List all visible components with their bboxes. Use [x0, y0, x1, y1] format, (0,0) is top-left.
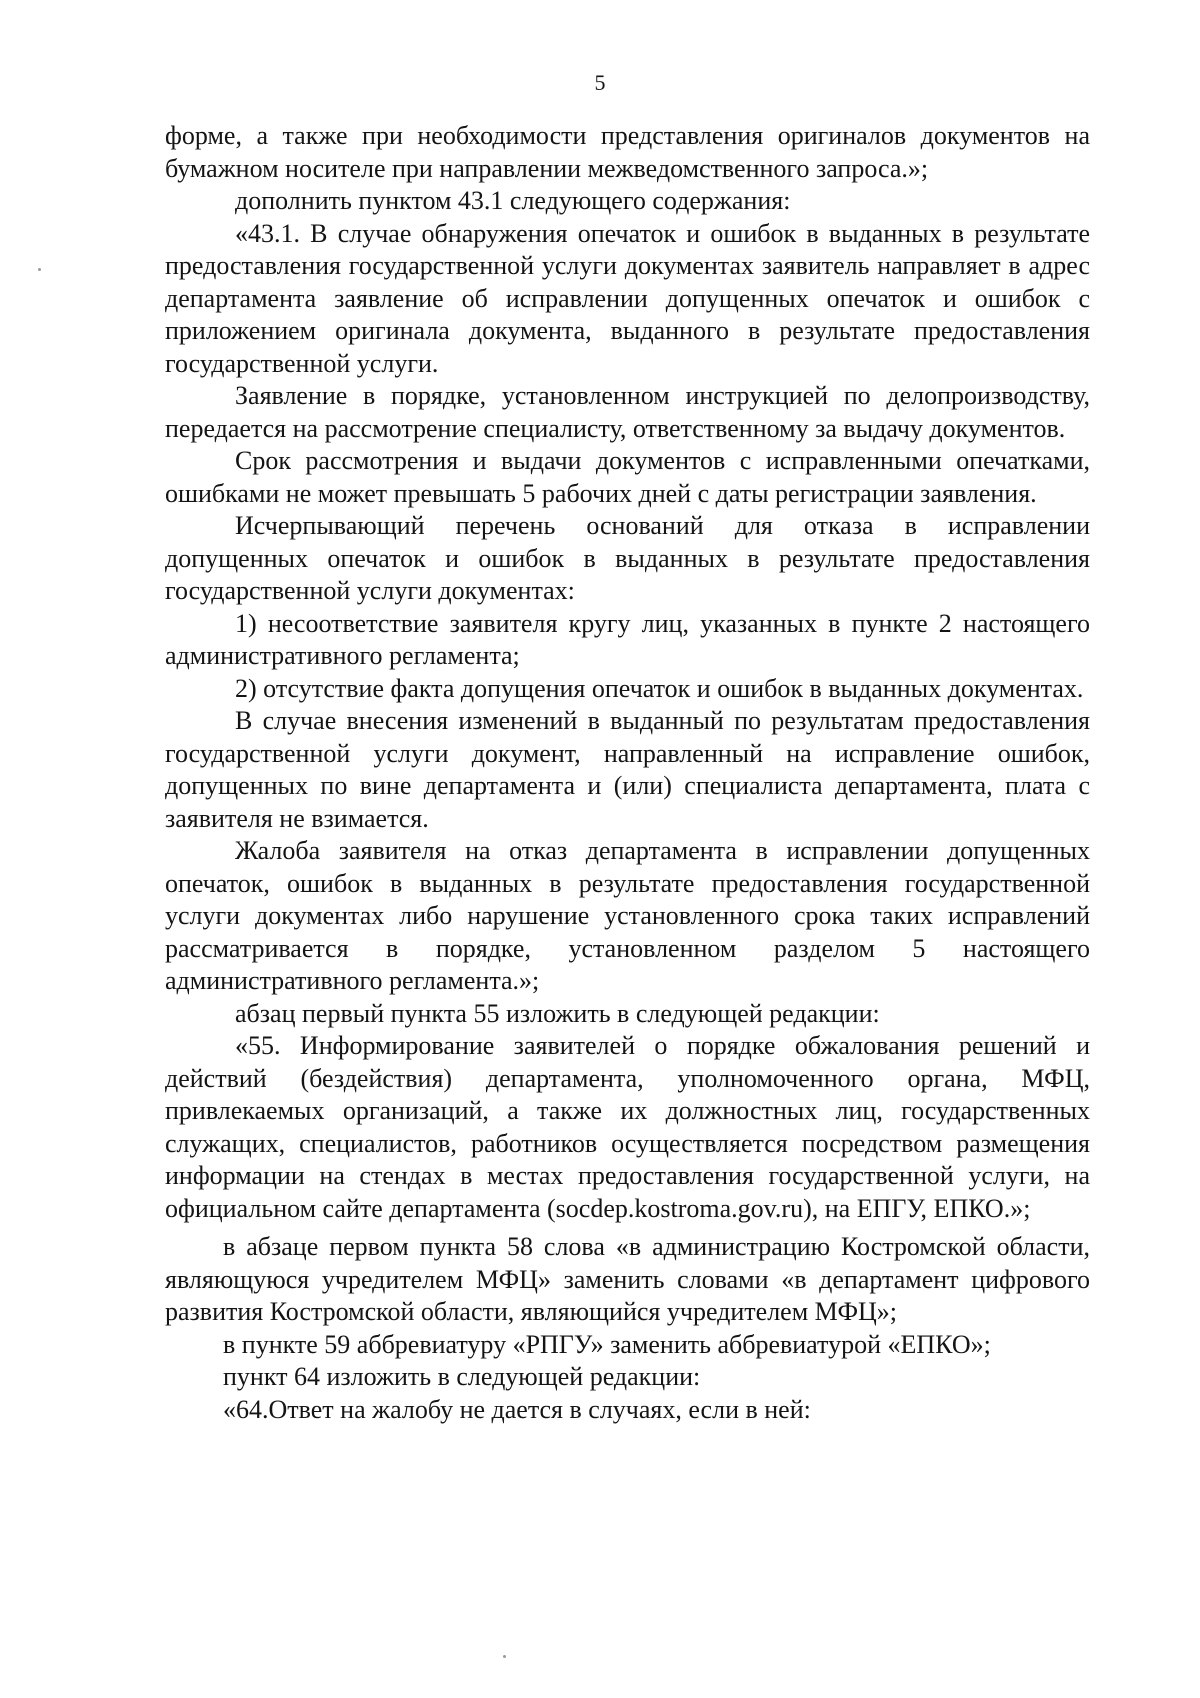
paragraph-review-term: Срок рассмотрения и выдачи документов с исправленными опечатками, ошибками не может превышать 5 рабочих дней с даты регистрации заявления.	[165, 446, 1090, 508]
paragraph-amendment-43-1-intro: дополнить пунктом 43.1 следующего содержания:	[235, 186, 791, 215]
paragraph-64: «64.Ответ на жалобу не дается в случаях, если в ней:	[223, 1394, 811, 1424]
paragraph-amendment-64-intro: пункт 64 изложить в следующей редакции:	[223, 1362, 701, 1391]
paragraph-55: «55. Информирование заявителей о порядке обжалования решений и действий (бездействия) департамента, уполномоченного органа, МФЦ, привлекаемых организаций, а также их должностных лиц, государственных служащих, специалистов, работников осуществляется посредством размещения информации на стендах в местах предоставления государственной услуги, на официальном сайте департамента (socdep.kostroma.gov.ru), на ЕПГУ, ЕПКО.»;	[165, 1031, 1090, 1223]
paragraph-amendment-55-intro: абзац первый пункта 55 изложить в следующей редакции:	[235, 998, 880, 1028]
paragraph-amendment-59: в пункте 59 аббревиатуру «РПГУ» заменить аббревиатурой «ЕПКО»;	[223, 1329, 991, 1359]
document-body	[165, 120, 1090, 1426]
paragraph-complaint: Жалоба заявителя на отказ департамента в исправлении допущенных опечаток, ошибок в выданных в результате предоставления государственной услуги документах либо нарушение установленного срока таких исправлений рассматривается в порядке, установленном разделом 5 настоящего административного регламента.»;	[165, 836, 1090, 995]
scan-speck	[38, 268, 41, 271]
page-number: 5	[594, 70, 606, 95]
paragraph-no-fee: В случае внесения изменений в выданный по результатам предоставления государственной услуги документ, направленный на исправление ошибок, допущенных по вине департамента и (или) специалиста департамента, плата с заявителя не взимается.	[165, 706, 1090, 833]
list-item-2: 2) отсутствие факта допущения опечаток и ошибок в выданных документах.	[235, 673, 1084, 703]
list-item-1: 1) несоответствие заявителя кругу лиц, указанных в пункте 2 настоящего административного регламента;	[165, 608, 1090, 670]
paragraph-43-1: «43.1. В случае обнаружения опечаток и ошибок в выданных в результате предоставления государственной услуги документах заявитель направляет в адрес департамента заявление об исправлении допущенных опечаток и ошибок с приложением оригинала документа, выданного в результате предоставления государственной услуги.	[165, 218, 1090, 378]
paragraph-amendment-58: в абзаце первом пункта 58 слова «в администрацию Костромской области, являющуюся учредителем МФЦ» заменить словами «в департамент цифрового развития Костромской области, являющийся учредителем МФЦ»;	[165, 1232, 1090, 1326]
paragraph-refusal-grounds: Исчерпывающий перечень оснований для отказа в исправлении допущенных опечаток и ошибок в выданных в результате предоставления государственной услуги документах:	[165, 511, 1090, 605]
paragraph-application-transfer: Заявление в порядке, установленном инструкцией по делопроизводству, передается на рассмотрение специалисту, ответственному за выдачу документов.	[165, 381, 1090, 443]
scan-speck	[503, 1655, 506, 1658]
paragraph-continuation: форме, а также при необходимости представления оригиналов документов на бумажном носителе при направлении межведомственного запроса.»;	[165, 121, 1090, 183]
